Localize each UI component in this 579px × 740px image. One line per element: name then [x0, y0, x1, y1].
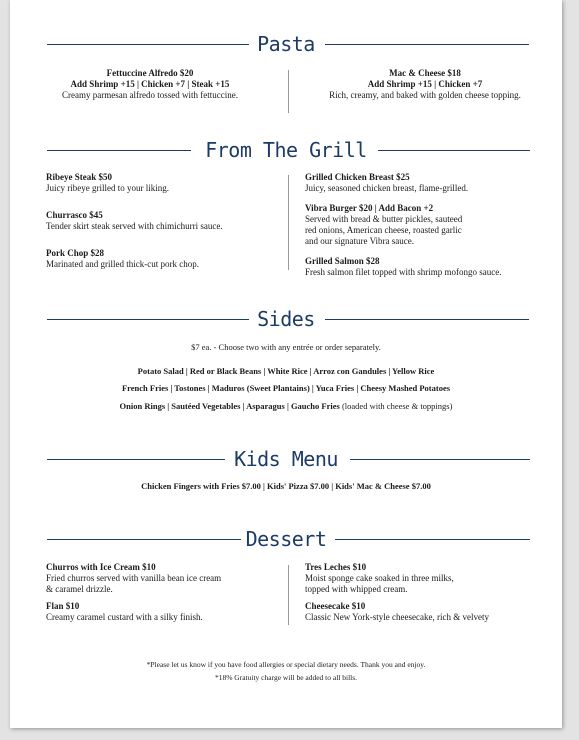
menu-item-pork-chop — [46, 248, 199, 270]
item-description: Served with bread & butter pickles, sauteed — [305, 214, 463, 224]
kids-items: Chicken Fingers with Fries $7.00 | Kids' Pizza $7.00 | Kids' Mac & Cheese $7.00 — [141, 481, 431, 491]
item-description: Moist sponge cake soaked in three milks, — [305, 573, 454, 583]
item-name: Cheesecake $10 — [305, 601, 366, 611]
menu-page — [10, 0, 562, 728]
section-header-dessert — [10, 524, 562, 554]
item-description: and our signature Vibra sauce. — [305, 236, 415, 246]
sides-row — [10, 401, 562, 412]
item-addons: Add Shrimp +15 | Chicken +7 | Steak +15 — [70, 79, 230, 89]
gratuity-note: *18% Gratuity charge will be added to all bills. — [214, 673, 358, 682]
item-description: Tender skirt steak served with chimichurri sauce. — [46, 221, 223, 231]
item-addons: Add Shrimp +15 | Chicken +7 — [367, 79, 483, 89]
sides-intro: $7 ea. - Choose two with any entrée or order separately. — [191, 342, 381, 352]
item-description: Fried churros served with vanilla bean ice cream — [46, 573, 222, 583]
item-description: & caramel drizzle. — [46, 584, 113, 594]
menu-item-grilled-chicken — [305, 172, 468, 194]
column-divider — [288, 175, 289, 270]
item-description: Rich, creamy, and baked with golden cheese topping. — [329, 90, 521, 100]
menu-item-churrasco — [46, 210, 223, 232]
menu-item-churros — [46, 562, 221, 595]
sides-row-items: Onion Rings | Sautéed Vegetables | Asparagus | Gaucho Fries — [119, 401, 340, 411]
item-name: Mac & Cheese $18 — [389, 68, 461, 78]
item-description: topped with whipped cream. — [305, 584, 408, 594]
sides-row-note: (loaded with cheese & toppings) — [339, 401, 453, 411]
section-title-pasta: Pasta — [257, 32, 315, 56]
menu-item-grilled-salmon — [305, 256, 501, 278]
item-description: Creamy caramel custard with a silky finish. — [46, 612, 203, 622]
section-header-sides — [10, 304, 562, 334]
item-description: Classic New York-style cheesecake, rich & velvety — [305, 612, 489, 622]
menu-item-cheesecake — [305, 601, 489, 623]
section-header-pasta — [10, 29, 562, 59]
menu-item-fettuccine — [50, 68, 250, 101]
section-title-dessert: Dessert — [245, 527, 327, 551]
item-name: Churros with Ice Cream $10 — [46, 562, 156, 572]
section-title-kids: Kids Menu — [234, 447, 338, 471]
menu-item-flan — [46, 601, 203, 623]
item-name: Grilled Salmon $28 — [305, 256, 380, 266]
section-title-grill: From The Grill — [205, 138, 367, 162]
section-title-sides: Sides — [257, 307, 315, 331]
column-divider — [288, 565, 289, 625]
allergy-note: *Please let us know if you have food allergies or special dietary needs. Thank you and enjoy. — [146, 660, 426, 669]
item-name: Fettuccine Alfredo $20 — [106, 68, 194, 78]
item-name: Tres Leches $10 — [305, 562, 367, 572]
menu-item-ribeye — [46, 172, 169, 194]
item-description: Creamy parmesan alfredo tossed with fettuccine. — [62, 90, 238, 100]
item-name: Churrasco $45 — [46, 210, 103, 220]
item-name: Grilled Chicken Breast $25 — [305, 172, 410, 182]
item-description: Juicy, seasoned chicken breast, flame-grilled. — [305, 183, 469, 193]
item-name: Pork Chop $28 — [46, 248, 105, 258]
item-name: Ribeye Steak $50 — [46, 172, 112, 182]
section-header-grill — [10, 135, 562, 165]
menu-item-vibra-burger — [305, 203, 462, 247]
column-divider — [288, 70, 289, 113]
sides-row: Potato Salad | Red or Black Beans | White Rice | Arroz con Gandules | Yellow Rice — [137, 366, 435, 376]
section-header-kids — [10, 444, 562, 474]
item-name: Vibra Burger $20 | Add Bacon +2 — [305, 203, 434, 213]
sides-row: French Fries | Tostones | Maduros (Sweet Plantains) | Yuca Fries | Cheesy Mashed Potatoes — [121, 383, 451, 393]
item-name: Flan $10 — [46, 601, 80, 611]
menu-item-tres-leches — [305, 562, 454, 595]
menu-item-mac-cheese — [325, 68, 525, 101]
item-description: Fresh salmon filet topped with shrimp mofongo sauce. — [305, 267, 502, 277]
item-description: red onions, American cheese, roasted garlic — [305, 225, 462, 235]
item-description: Marinated and grilled thick-cut pork chop. — [46, 259, 199, 269]
item-description: Juicy ribeye grilled to your liking. — [46, 183, 169, 193]
